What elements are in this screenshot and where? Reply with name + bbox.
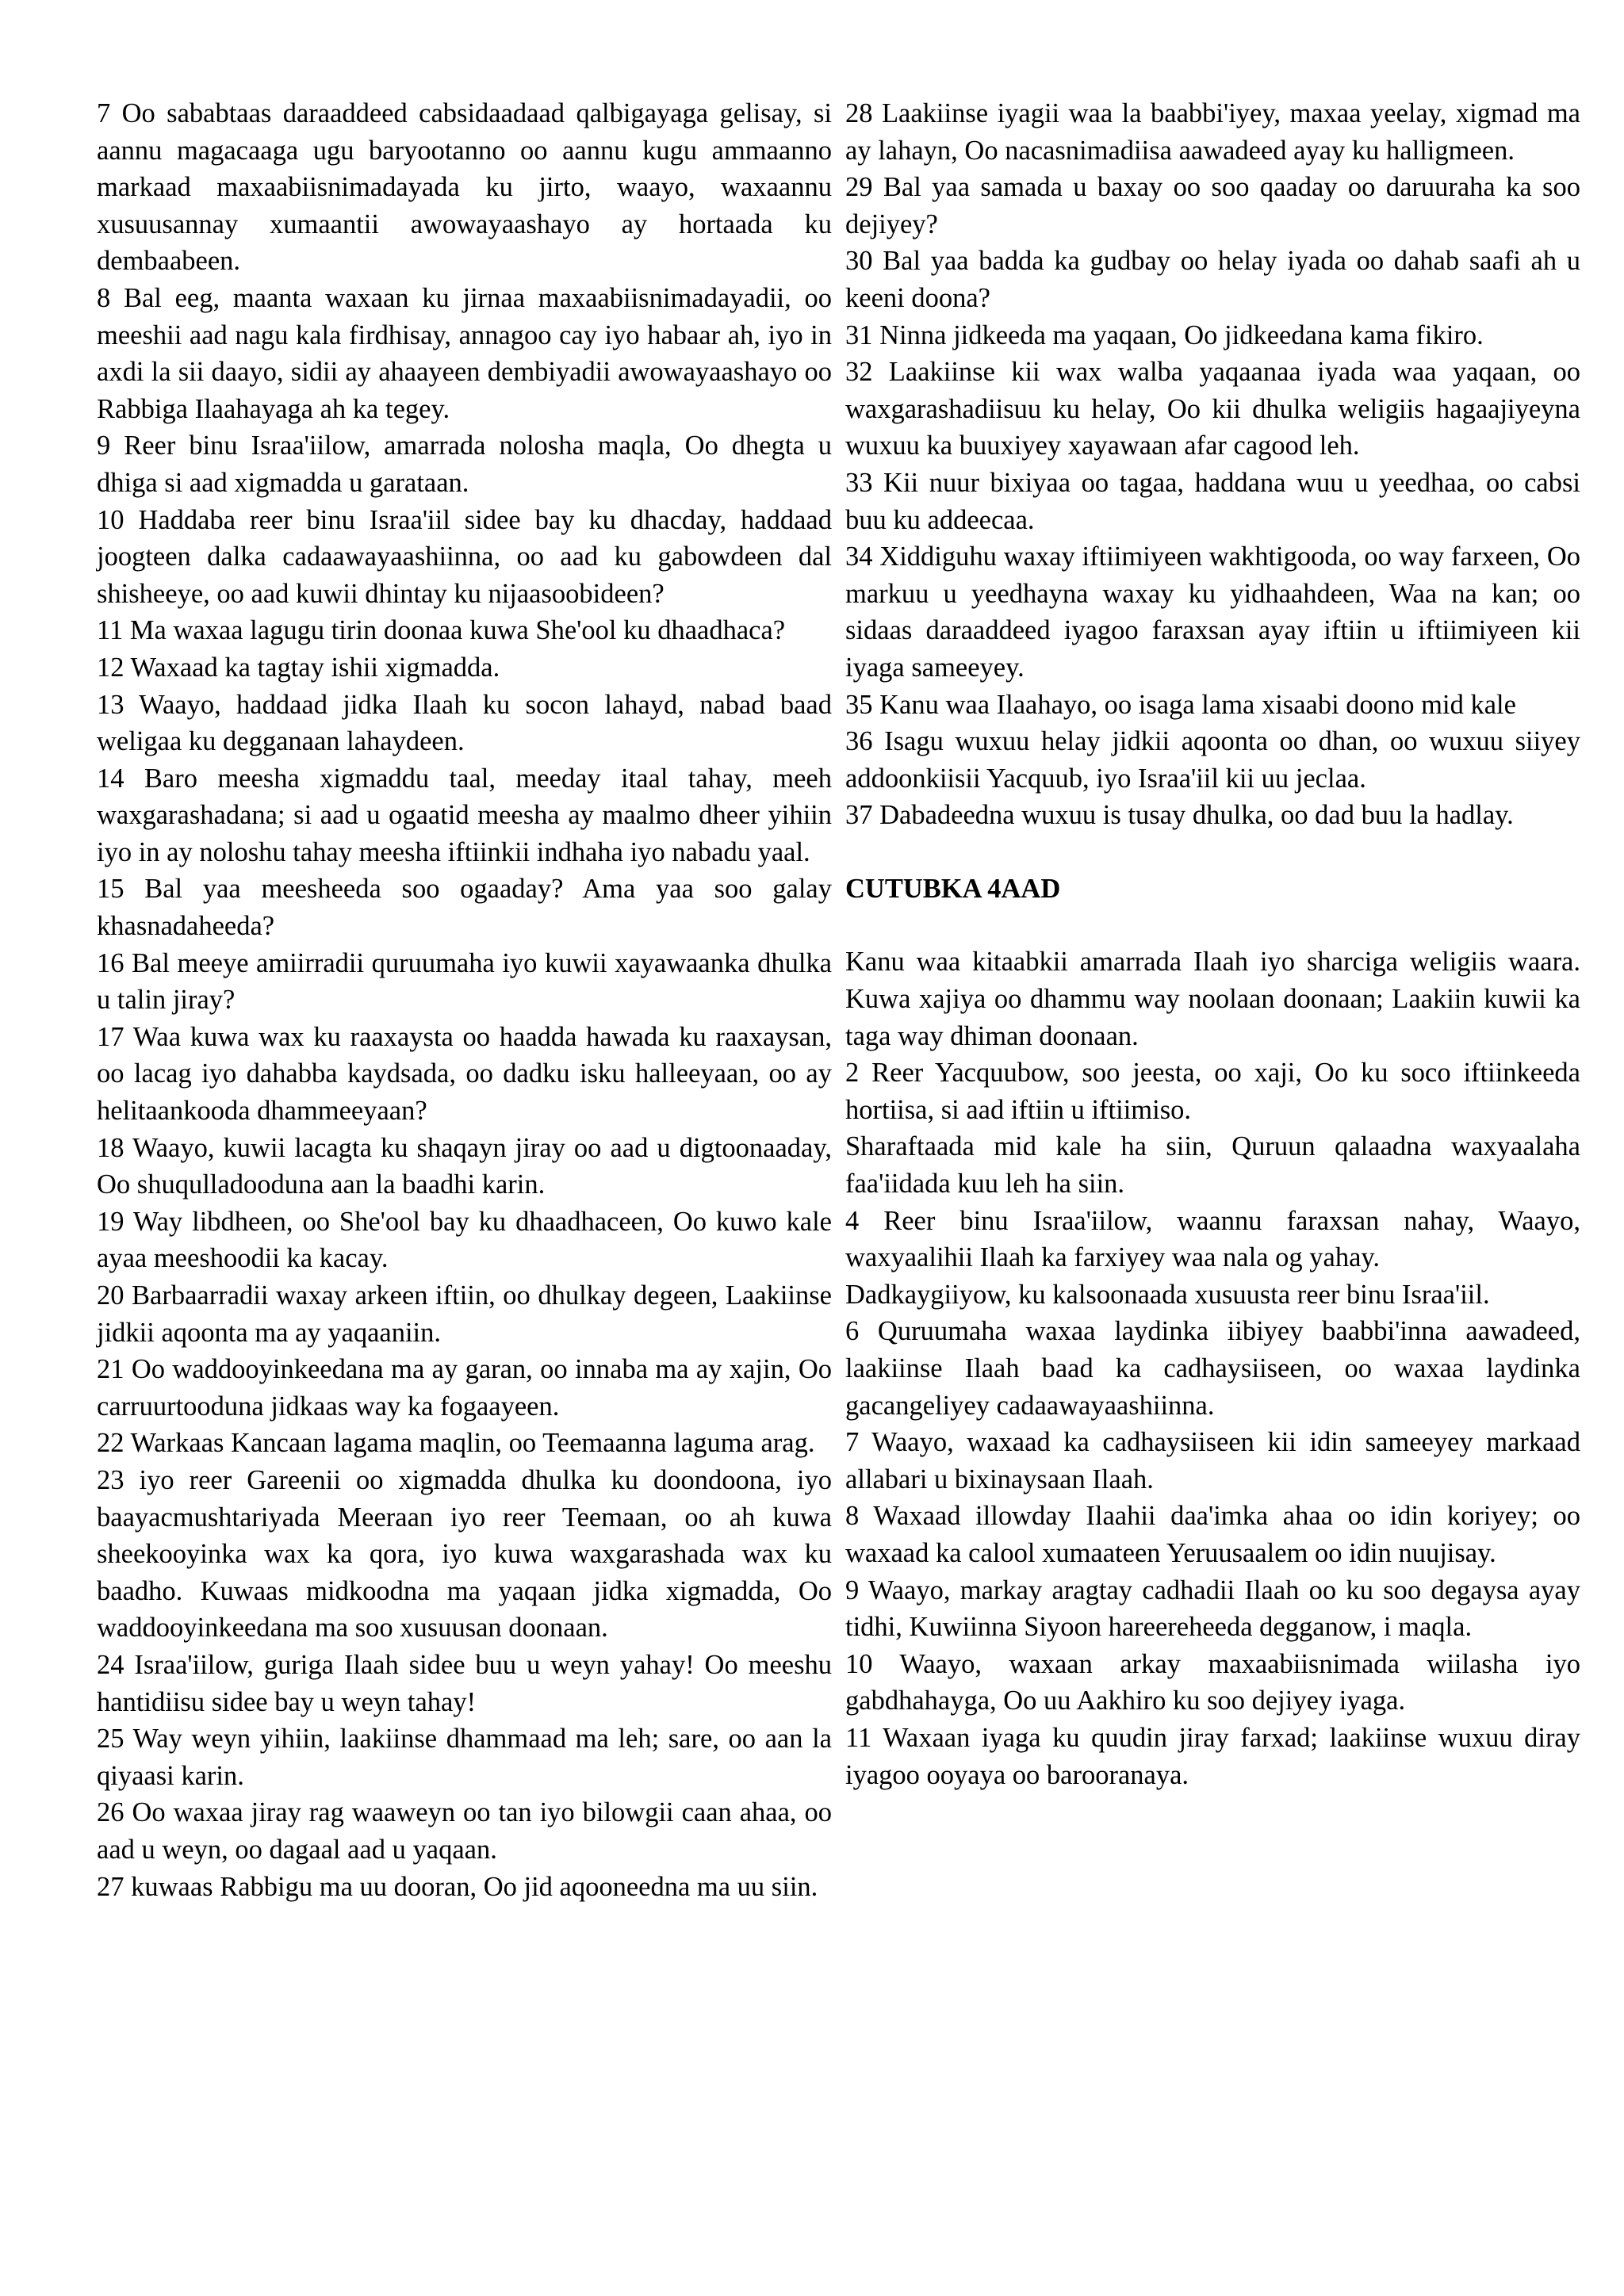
verse-15: 15 Bal yaa meesheeda soo ogaaday? Ama yaa soo galay khasnadaheeda? <box>97 874 832 942</box>
verse-21: 21 Oo waddooyinkeedana ma ay garan, oo innaba ma ay xajin, Oo carruurtooduna jidkaas way ka fogaayeen. <box>97 1354 832 1422</box>
verse-11: 11 Ma waxaa lagugu tirin doonaa kuwa She'ool ku dhaadhaca? <box>97 615 786 646</box>
verse-14: 14 Baro meesha xigmaddu taal, meeday itaal tahay, meeh waxgarashadana; si aad u ogaatid meesha ay maalmo dheer yihiin iyo in ay noloshu tahay meesha iftiinkii indhaha iyo nabadu yaal. <box>97 763 832 867</box>
ch4-verse-3: Sharaftaada mid kale ha siin, Quruun qalaadna waxyaalaha faa'iidada kuu leh ha siin. <box>845 1131 1580 1200</box>
verse-31: 31 Ninna jidkeeda ma yaqaan, Oo jidkeedana kama fikiro. <box>845 320 1484 350</box>
verse-13: 13 Waayo, haddaad jidka Ilaah ku socon lahayd, nabad baad weligaa ku degganaan lahaydeen. <box>97 689 832 757</box>
verse-16: 16 Bal meeye amiirradii quruumaha iyo kuwii xayawaanka dhulka u talin jiray? <box>97 947 832 1016</box>
verse-10: 10 Haddaba reer binu Israa'iil sidee bay ku dhacday, haddaad joogteen dalka cadaawayaashiinna, oo aad ku gabowdeen dal shisheeye, oo aad kuwii dhintay ku nijaasoobideen? <box>97 504 832 609</box>
verse-7: 7 Oo sababtaas daraaddeed cabsidaadaad qalbigayaga gelisay, si aannu magacaaga ugu baryootanno oo aannu kugu ammaanno markaad maxaabiisnimadayada ku jirto, waayo, waxaannu xusuusannay xumaantii awowayaashayo ay hortaada ku dembaabeen. <box>97 98 832 277</box>
verse-12: 12 Waxaad ka tagtay ishii xigmadda. <box>97 652 500 683</box>
ch4-verse-7: 7 Waayo, waxaad ka cadhaysiiseen kii idin sameeyey markaad allabari u bixinaysaan Ilaah. <box>845 1427 1580 1494</box>
verse-29: 29 Bal yaa samada u baxay oo soo qaaday oo daruuraha ka soo dejiyey? <box>845 172 1580 239</box>
verse-33: 33 Kii nuur bixiyaa oo tagaa, haddana wuu u yeedhaa, oo cabsi buu ku addeecaa. <box>845 467 1580 535</box>
ch4-verse-11: 11 Waxaan iyaga ku quudin jiray farxad; laakiinse wuxuu diray iyagoo ooyaya oo barooranaya. <box>845 1722 1580 1790</box>
left-column <box>97 95 832 1905</box>
verse-22: 22 Warkaas Kancaan lagama maqlin, oo Teemaanna laguma arag. <box>97 1428 815 1459</box>
ch4-verse-8: 8 Waxaad illowday Ilaahii daa'imka ahaa oo idin koriyey; oo waxaad ka calool xumaateen Yeruusaalem oo idin nuujisay. <box>845 1501 1580 1568</box>
verse-30: 30 Bal yaa badda ka gudbay oo helay iyada oo dahab saafi ah u keeni doona? <box>845 246 1580 313</box>
ch4-verse-9: 9 Waayo, markay aragtay cadhadii Ilaah oo ku soo degaysa ayay tidhi, Kuwiinna Siyoon hareereheeda degganow, i maqla. <box>845 1575 1580 1643</box>
verse-36: 36 Isagu wuxuu helay jidkii aqoonta oo dhan, oo wuxuu siiyey addoonkiisii Yacquub, iyo Israa'iil kii uu jeclaa. <box>845 726 1580 794</box>
verse-8: 8 Bal eeg, maanta waxaan ku jirnaa maxaabiisnimadayadii, oo meeshii aad nagu kala firdhisay, annagoo cay iyo habaar ah, iyo in axdi la sii daayo, sidii ay ahaayeen dembiyadii awowayaashayo oo Rabbiga Ilaahayaga ah ka tegey. <box>97 282 832 424</box>
verse-37: 37 Dabadeedna wuxuu is tusay dhulka, oo dad buu la hadlay. <box>845 800 1514 831</box>
verse-17: 17 Waa kuwa wax ku raaxaysta oo haadda hawada ku raaxaysan, oo lacag iyo dahabba kaydsada, oo dadku isku halleeyaan, oo ay helitaankooda dhammeeyaan? <box>97 1021 832 1127</box>
verse-26: 26 Oo waxaa jiray rag waaweyn oo tan iyo bilowgii caan ahaa, oo aad u weyn, oo dagaal aad u yaqaan. <box>97 1797 832 1865</box>
verse-32: 32 Laakiinse kii wax walba yaqaanaa iyada waa yaqaan, oo waxgarashadiisuu ku helay, Oo kii dhulka weligiis hagaajiyeyna wuxuu ka buuxiyey xayawaan afar cagood leh. <box>845 357 1580 461</box>
verse-25: 25 Way weyn yihiin, laakiinse dhammaad ma leh; sare, oo aan la qiyaasi karin. <box>97 1724 832 1791</box>
verse-35: 35 Kanu waa Ilaahayo, oo isaga lama xisaabi doono mid kale <box>845 689 1516 720</box>
ch4-verse-4: 4 Reer binu Israa'iilow, waannu faraxsan nahay, Waayo, waxyaalihii Ilaah ka farxiyey waa nala og yahay. <box>845 1205 1580 1273</box>
verse-9: 9 Reer binu Israa'iilow, amarrada nolosha maqla, Oo dhegta u dhiga si aad xigmadda u garataan. <box>97 430 832 498</box>
ch4-verse-5: Dadkaygiiyow, ku kalsoonaada xusuusta reer binu Israa'iil. <box>845 1279 1490 1310</box>
right-column <box>845 95 1580 1793</box>
ch4-verse-10: 10 Waayo, waxaan arkay maxaabiisnimada wiilasha iyo gabdhahayga, Oo uu Aakhiro ku soo dejiyey iyaga. <box>845 1648 1580 1716</box>
verse-20: 20 Barbaarradii waxay arkeen iftiin, oo dhulkay degeen, Laakiinse jidkii aqoonta ma ay yaqaaniin. <box>97 1280 832 1348</box>
verse-34: 34 Xiddiguhu waxay iftiimiyeen wakhtigooda, oo way farxeen, Oo markuu u yeedhayna waxay ku yidhaahdeen, Waa na kan; oo sidaas daraaddeed iyagoo faraxsan ayay iftiin u iftiimiyeen kii iyaga sameeyey. <box>845 541 1580 683</box>
ch4-verse-2: 2 Reer Yacquubow, soo jeesta, oo xaji, Oo ku soco iftiinkeeda hortiisa, si aad iftiin u iftiimiso. <box>845 1058 1580 1125</box>
verse-28: 28 Laakiinse iyagii waa la baabbi'iyey, maxaa yeelay, xigmad ma ay lahayn, Oo nacasnimadiisa aawadeed ayay ku halligmeen. <box>845 98 1580 166</box>
verse-24: 24 Israa'iilow, guriga Ilaah sidee buu u weyn yahay! Oo meeshu hantidiisu sidee bay u weyn tahay! <box>97 1649 832 1717</box>
verse-27: 27 kuwaas Rabbigu ma uu dooran, Oo jid aqooneedna ma uu siin. <box>97 1871 818 1902</box>
ch4-verse-6: 6 Quruumaha waxaa laydinka iibiyey baabbi'inna aawadeed, laakiinse Ilaah baad ka cadhaysiiseen, oo waxaa laydinka gacangeliyey cadaawayaashiinna. <box>845 1316 1580 1421</box>
verse-23: 23 iyo reer Gareenii oo xigmadda dhulka ku doondoona, iyo baayacmushtariyada Meeraan iyo reer Teemaan, oo ah kuwa sheekooyinka wax ka qora, iyo kuwa waxgarashada wax ku baadho. Kuwaas midkoodna ma yaqaan jidka xigmadda, Oo waddooyinkeedana ma soo xusuusan doonaan. <box>97 1464 832 1644</box>
chapter-heading: CUTUBKA 4AAD <box>845 873 1061 904</box>
ch4-verse-1: Kanu waa kitaabkii amarrada Ilaah iyo sharciga weligiis waara. Kuwa xajiya oo dhammu way noolaan doonaan; Laakiin kuwii ka taga way dhiman doonaan. <box>845 947 1580 1051</box>
verse-18: 18 Waayo, kuwii lacagta ku shaqayn jiray oo aad u digtoonaaday, Oo shuqulladooduna aan la baadhi karin. <box>97 1132 832 1200</box>
verse-19: 19 Way libdheen, oo She'ool bay ku dhaadhaceen, Oo kuwo kale ayaa meeshoodii ka kacay. <box>97 1206 832 1274</box>
